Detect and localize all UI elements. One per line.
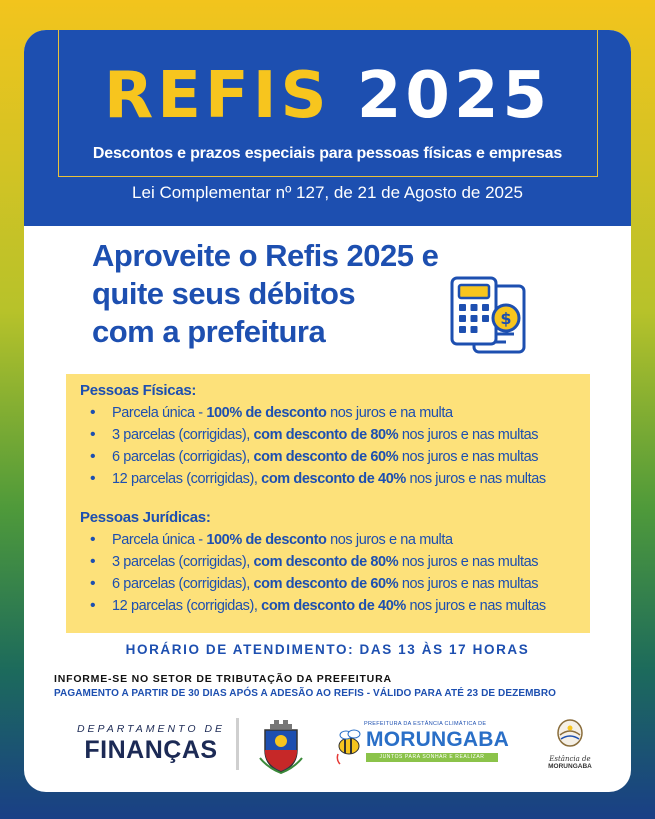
list-item: • 6 parcelas (corrigidas), com desconto de 60% nos juros e nas multas: [90, 446, 546, 468]
section-title-fisicas: Pessoas Físicas:: [80, 382, 197, 399]
list-item: • 6 parcelas (corrigidas), com desconto de 60% nos juros e nas multas: [90, 573, 546, 595]
flyer-card: [24, 30, 631, 792]
list-juridicas: [90, 529, 546, 617]
estancia-logo: [540, 718, 600, 770]
municipal-crest-icon: [258, 718, 304, 774]
discount-box: [66, 374, 590, 633]
moru-name: MORUNGABA: [366, 728, 509, 751]
headline: [92, 237, 472, 351]
page-title: [24, 60, 631, 132]
service-hours: HORÁRIO DE ATENDIMENTO: DAS 13 ÀS 17 HORAS: [125, 642, 530, 657]
headline-line1: Aproveite o Refis 2025 e: [92, 238, 439, 273]
moru-tagline: JUNTOS PARA SONHAR E REALIZAR: [366, 753, 498, 762]
title-refis: REFIS: [103, 59, 331, 133]
subtitle: Descontos e prazos especiais para pessoas físicas e empresas: [92, 145, 563, 162]
list-item: • 12 parcelas (corrigidas), com desconto de 40% nos juros e nas multas: [90, 595, 546, 617]
list-item: • Parcela única - 100% de desconto nos juros e na multa: [90, 402, 546, 424]
estancia-line2: MORUNGABA: [548, 763, 592, 770]
list-item: • 3 parcelas (corrigidas), com desconto de 80% nos juros e nas multas: [90, 551, 546, 573]
estancia-emblem-icon: [556, 718, 584, 748]
section-title-juridicas: Pessoas Jurídicas:: [80, 509, 211, 526]
payment-notice: PAGAMENTO A PARTIR DE 30 DIAS APÓS A ADESÃO AO REFIS - VÁLIDO PARA ATÉ 23 DE DEZEMBRO: [54, 688, 557, 699]
inform-notice: INFORME-SE NO SETOR DE TRIBUTAÇÃO DA PREFEITURA: [54, 673, 392, 685]
calculator-document-icon: [444, 272, 536, 364]
estancia-line1: Estância de: [549, 755, 591, 763]
headline-line2: quite seus débitos: [92, 276, 356, 311]
svg-text:$: $: [500, 309, 512, 328]
dept-line2: FINANÇAS: [84, 736, 218, 764]
list-fisicas: [90, 402, 546, 490]
moru-prefeitura: PREFEITURA DA ESTÂNCIA CLIMÁTICA DE: [364, 721, 487, 727]
logo-divider: [236, 718, 239, 770]
law-reference: Lei Complementar nº 127, de 21 de Agosto de 2025: [132, 183, 523, 202]
list-item: • 12 parcelas (corrigidas), com desconto de 40% nos juros e nas multas: [90, 468, 546, 490]
list-item: • 3 parcelas (corrigidas), com desconto de 80% nos juros e nas multas: [90, 424, 546, 446]
list-item: • Parcela única - 100% de desconto nos juros e na multa: [90, 529, 546, 551]
dept-line1: DEPARTAMENTO DE: [76, 723, 226, 735]
header-banner: [24, 30, 631, 226]
title-year: 2025: [356, 59, 552, 133]
finance-department-logo: [76, 723, 226, 765]
headline-line3: com a prefeitura: [92, 314, 326, 349]
